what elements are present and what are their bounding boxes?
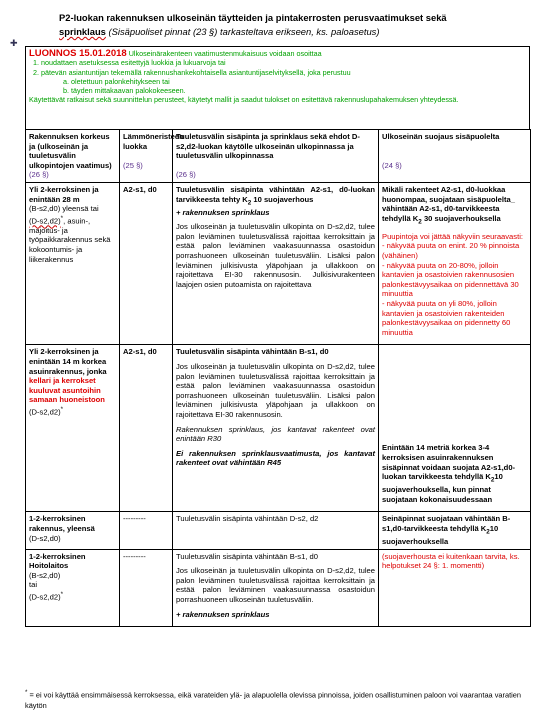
row1-building: Yli 2-kerroksinen ja enintään 28 m (B-s2,d0) yleensä tai (D-s2,d2)*, asuin-, majoitus- ja työpaikkarakennus sekä kokoontumis- ja liikerakennus xyxy=(26,182,120,344)
table-header-row xyxy=(26,130,531,183)
table-row xyxy=(26,182,531,344)
requirements-table xyxy=(25,129,531,627)
row3-insulation: --------- xyxy=(120,512,173,549)
row4-insulation: --------- xyxy=(120,549,173,627)
row3-protection: Seinäpinnat suojataan vähintään B-s1,d0-tarvikkeesta tehdyllä $K_210$ suojaverhouksella xyxy=(379,512,531,549)
intro-box: LUONNOS 15.01.2018 Ulkoseinärakenteen vaatimustenmukaisuus voidaan osoittaa 1. noudattaen asetuksessa esitettyjä luokkia ja lukuarvoja tai 2. pätevän asiantuntijan tekemällä rakennushankekohtaisella asiantuntijaselvityksellä, joka perustuu a. oletettuun palonkehitykseen tai b. täyden mittakaavan palokokeeseen. Käytettävät ratkaisut sekä suunnittelun perusteet, käytetyt mallit ja saadut tulokset on esitettävä rakennuslupahakemuksen yhteydessä. xyxy=(25,46,530,129)
row1-insulation: A2-s1, d0 xyxy=(120,182,173,344)
footnote: * = ei voi käyttää ensimmäisessä kerroksessa, eikä varateiden ylä- ja alapuolella olevissa pinnoissa, joiden osallistuminen paloon voi vaarantaa varatien käytön xyxy=(25,689,522,711)
title-sprinklaus: sprinklaus xyxy=(59,26,106,37)
header-building-height: Rakennuksen korkeus ja (ulkoseinän ja tuuletusvälin ulkopintojen vaatimus) (26 §) xyxy=(26,130,120,183)
table-row xyxy=(26,512,531,549)
row2-insulation: A2-s1, d0 xyxy=(120,345,173,512)
table-move-handle-icon[interactable]: ✚ xyxy=(10,38,18,48)
row2-protection: Enintään 14 metriä korkea 3-4 kerroksisen asuinrakennuksen sisäpinnat voidaan suojata A2-s1,d0-luokan tarvikkeesta tehdyllä $K_210$ suojaverhouksella, kun pinnat suojataan kokonaisuudessaan xyxy=(379,345,531,512)
table-row xyxy=(26,549,531,627)
table-row xyxy=(26,345,531,512)
row4-ventilation: Tuuletusvälin sisäpinta vähintään B-s1, d0 Jos ulkoseinän ja tuuletusvälin ulkopinta on D-s2,d2, tulee palon leviäminen tuuletusvälissä rajoittaa kerroksittain ja estää palon leviäminen vaakasuunnassa osastoidun porrashuoneen ulkoseinän tuuletusväliin. + rakennuksen sprinklaus xyxy=(173,549,379,627)
document-title: P2-luokan rakennuksen ulkoseinän täytteiden ja pintakerrosten perusvaatimukset sekä sprinklaus (Sisäpuoliset pinnat (23 §) tarkasteltava erikseen, ks. paloasetus) xyxy=(59,12,447,37)
title-note: (Sisäpuoliset pinnat (23 §) tarkasteltava erikseen, ks. paloasetus) xyxy=(108,26,380,37)
header-ventilation-gap: Tuuletusvälin sisäpinta ja sprinklaus sekä ehdot D-s2,d2-luokan käytölle ulkoseinän ulkopinnassa ja tuuletusvälin ulkopinnassa (26 §) xyxy=(173,130,379,183)
row3-ventilation: Tuuletusvälin sisäpinta vähintään D-s2, d2 xyxy=(173,512,379,549)
row1-ventilation: Tuuletusvälin sisäpinta vähintään A2-s1, d0-luokan tarvikkeesta tehty $K_2$ 10 suojaverhous + rakennuksen sprinklaus Jos ulkoseinän ja tuuletusvälin ulkopinta on D-s2,d2, tulee palon leviäminen tuuletusvälissä rajoittaa kerroksittain ja estää palon leviäminen vaakasuunnassa osastoidun porrashuoneen ulkoseinän tuuletusväliin. Lisäksi palon leviäminen julkisivusta yläpohjaan ja ullakkoon on rajoitettava EI-30 rakennusosin. Julkisivurakenteen laajojen osien putoamista on rajoitettava xyxy=(173,182,379,344)
row3-building: 1-2-kerroksinen rakennus, yleensä (D-s2,d0) xyxy=(26,512,120,549)
draft-label: LUONNOS 15.01.2018 xyxy=(29,48,127,59)
row2-building: Yli 2-kerroksinen ja enintään 14 m korkea asuinrakennus, jonka kellari ja kerrokset kuuluvat asuntoihin samaan huoneistoon (D-s2,d2)* xyxy=(26,345,120,512)
row2-ventilation: Tuuletusvälin sisäpinta vähintään B-s1, d0 Jos ulkoseinän ja tuuletusvälin ulkopinta on D-s2,d2, tulee palon leviäminen tuuletusvälissä rajoittaa kerroksittain ja estää palon leviäminen vaakasuunnassa osastoidun porrashuoneen ulkoseinän tuuletusväliin. Lisäksi palon leviäminen julkisivusta yläpohjaan ja ullakkoon on rajoitettava EI-30 rakennusosin. Rakennuksen sprinklaus, jos kantavat rakenteet ovat enintään R30 Ei rakennuksen sprinklausvaatimusta, jos kantavat rakenteet ovat vähintään R45 xyxy=(173,345,379,512)
header-insulation-class: Lämmöneristeen luokka (25 §) xyxy=(120,130,173,183)
row1-protection: Mikäli rakenteet A2-s1, d0-luokkaa huonompaa, suojataan sisäpuolelta_ vähintään A2-s1, d0-tarvikkeesta tehdyllä $K_2$ 30 suojaverhouksella Puupintoja voi jättää näkyviin seuraavasti: - näkyvää puuta on enint. 20 % pinnoista (vähäinen) - näkyvää puuta on 20-80%, jolloin kantavien ja osastoivien rakennusosien palonkestävyysaikaa on pidennettävä 30 minuuttia - näkyvää puuta on yli 80%, jolloin kantavien ja osastoivien rakenteiden palonkestävyysaikaa on pidennetty 60 minuuttia xyxy=(379,182,531,344)
row4-building: 1-2-kerroksinen Hoitolaitos (B-s2,d0) tai (D-s2,d2)* xyxy=(26,549,120,627)
row4-protection: (suojaverhousta ei kuitenkaan tarvita, ks. helpotukset 24 §: 1. momentti) xyxy=(379,549,531,627)
header-inner-protection: Ulkoseinän suojaus sisäpuolelta (24 §) xyxy=(379,130,531,183)
